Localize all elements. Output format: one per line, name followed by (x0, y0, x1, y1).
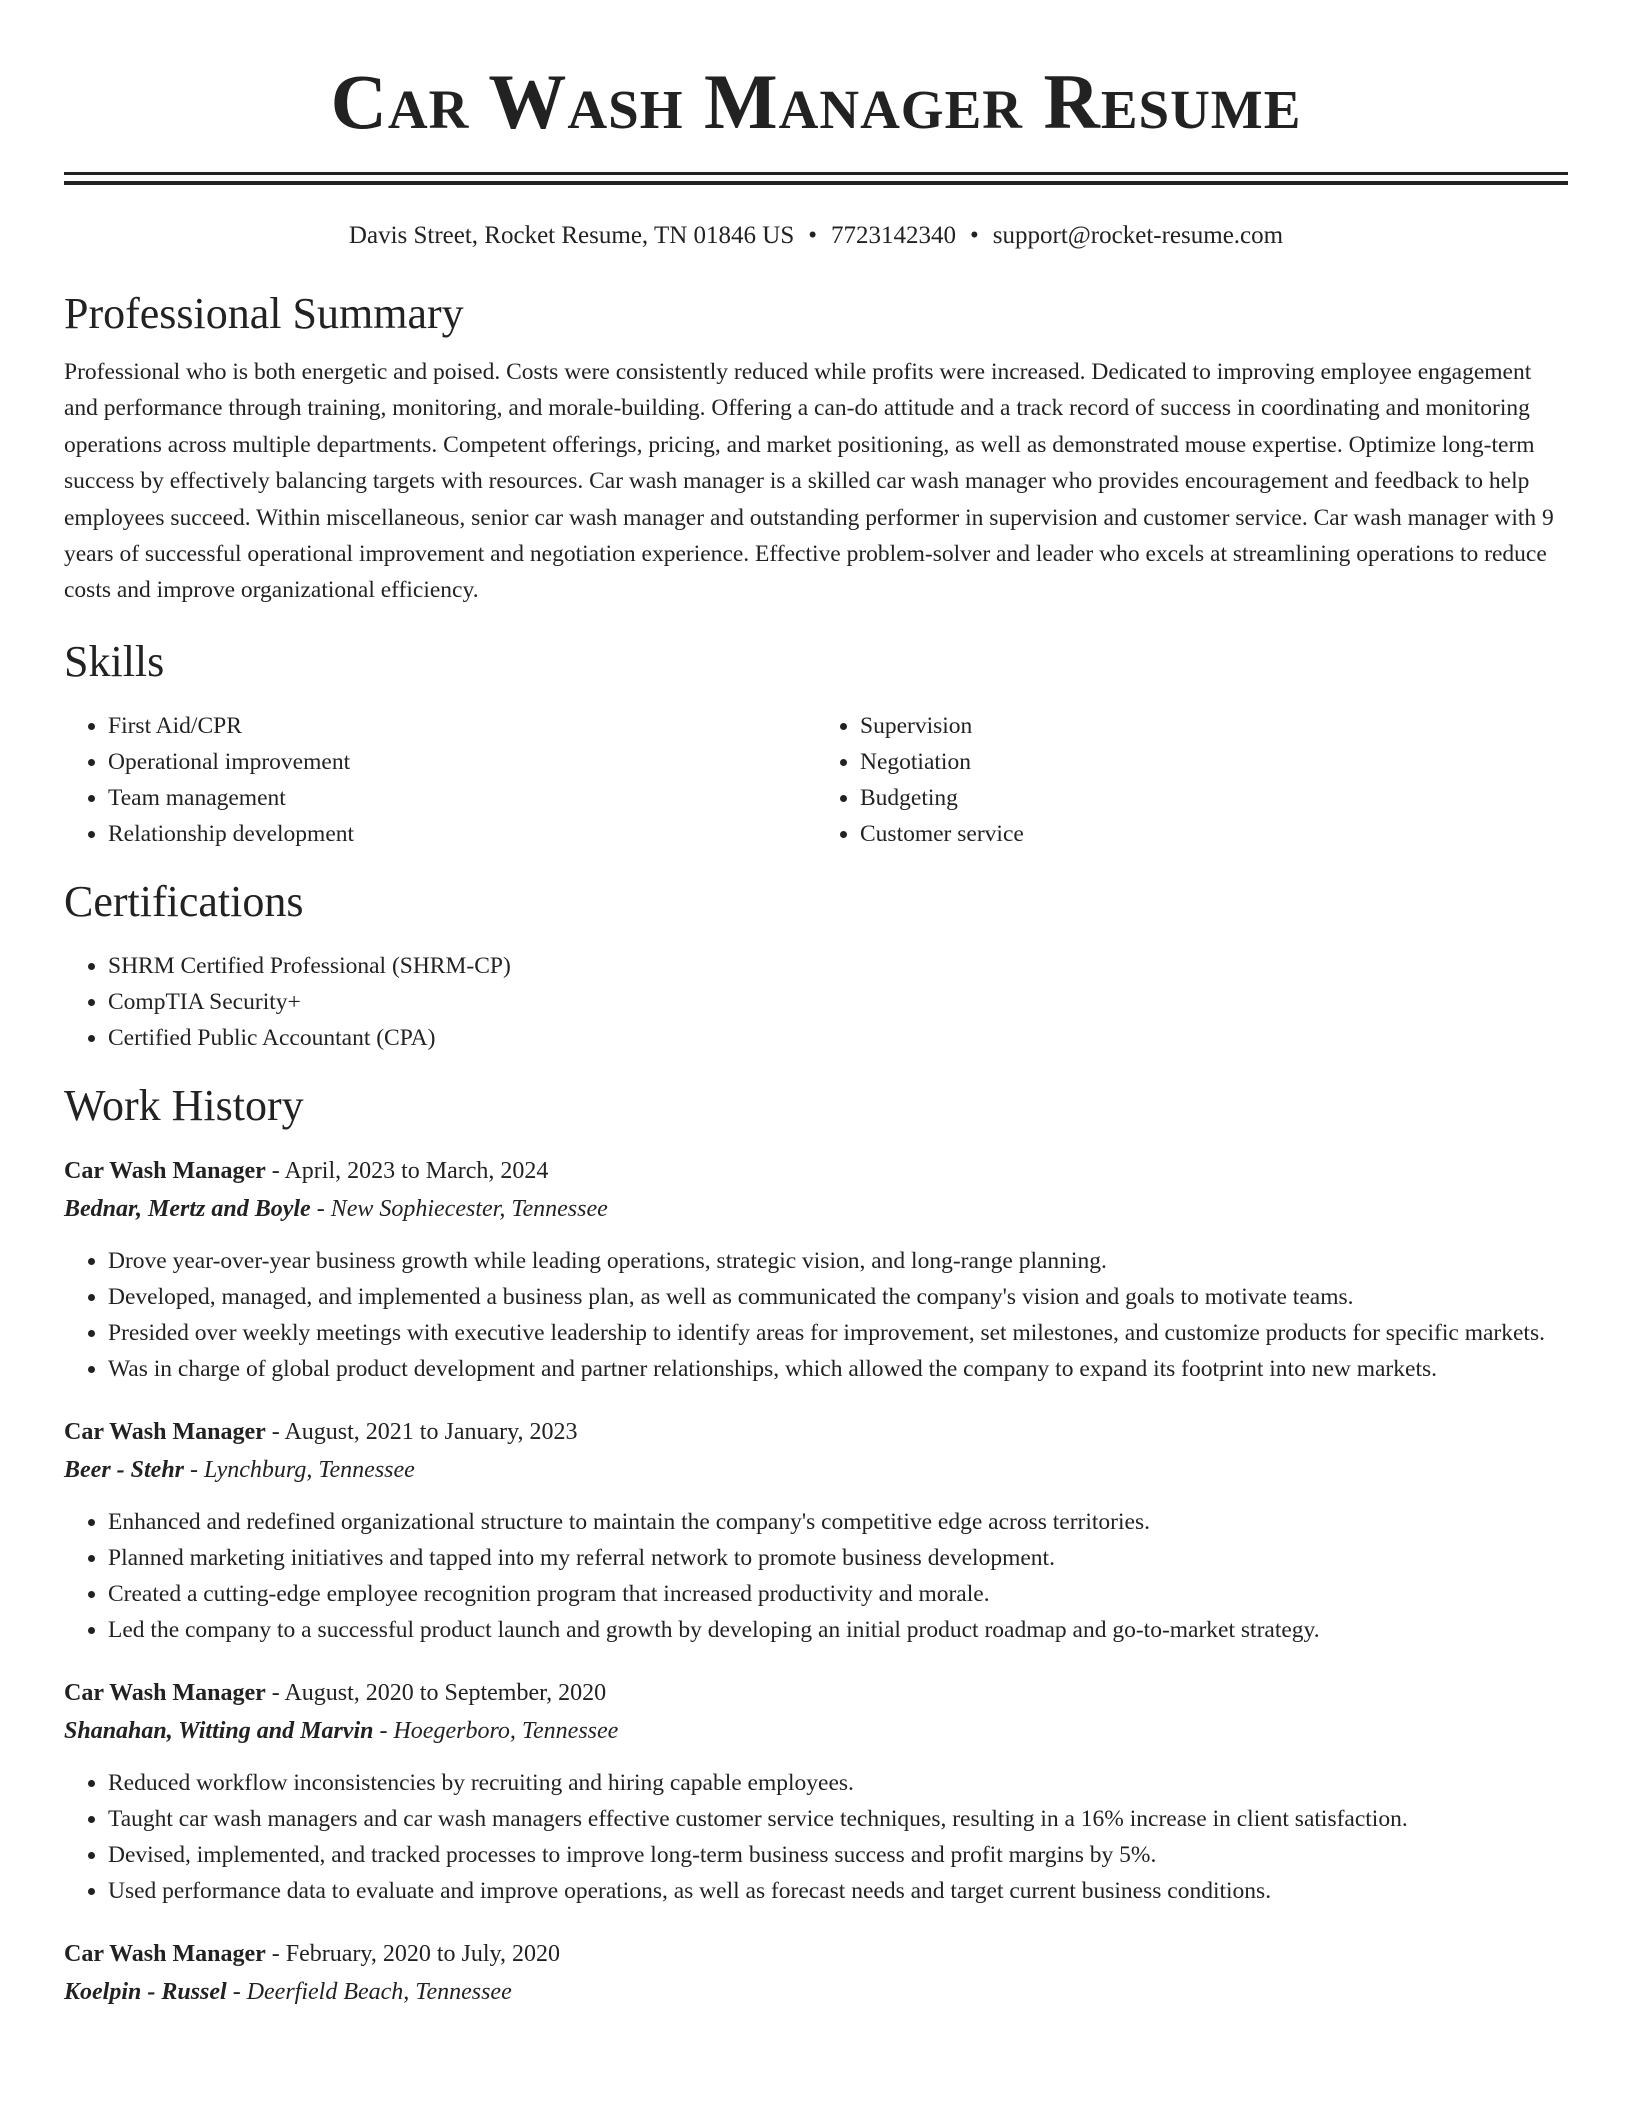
job-title: Car Wash Manager (64, 1679, 266, 1706)
job-entry (64, 1674, 1568, 1909)
job-bullet: • Taught car wash managers and car wash managers effective customer service techniques, resulting in a 16% increase in client satisfaction. (108, 1801, 1568, 1837)
company-name: Koelpin - Russel (64, 1978, 227, 2005)
page-title: Car Wash Manager Resume (330, 58, 1302, 145)
job-bullet: • Drove year-over-year business growth while leading operations, strategic vision, and long-range planning. (108, 1243, 1568, 1279)
job-title: Car Wash Manager (64, 1418, 266, 1445)
skill-item: • Customer service (860, 816, 1568, 852)
job-entry (64, 1152, 1568, 1387)
job-bullet: • Used performance data to evaluate and improve operations, as well as forecast needs and target current business conditions. (108, 1873, 1568, 1909)
job-title: Car Wash Manager (64, 1157, 266, 1184)
company-line (64, 1451, 1568, 1489)
contact-line (64, 220, 1568, 252)
certification-item: • CompTIA Security+ (108, 984, 1568, 1020)
job-dates: - August, 2020 to September, 2020 (265, 1679, 607, 1706)
contact-address: Davis Street, Rocket Resume, TN 01846 US (348, 222, 795, 249)
skill-item: • First Aid/CPR (108, 708, 816, 744)
work-history-heading: Work History (64, 1080, 304, 1130)
job-bullet: • Devised, implemented, and tracked processes to improve long-term business success and profit margins by 5%. (108, 1837, 1568, 1873)
job-dates: - April, 2023 to March, 2024 (265, 1157, 549, 1184)
skills-list-left (64, 708, 816, 852)
company-location: - Hoegerboro, Tennessee (373, 1717, 619, 1744)
title-divider-top (64, 172, 1568, 175)
contact-phone: 7723142340 (831, 222, 957, 249)
company-name: Beer - Stehr (64, 1456, 184, 1483)
certification-item: • SHRM Certified Professional (SHRM-CP) (108, 948, 1568, 984)
certifications-list (64, 948, 1568, 1056)
contact-separator: • (970, 222, 979, 249)
certifications-heading: Certifications (64, 876, 304, 926)
company-line (64, 1973, 1568, 2011)
job-bullet: • Created a cutting-edge employee recognition program that increased productivity and morale. (108, 1576, 1568, 1612)
skill-item: • Operational improvement (108, 744, 816, 780)
skill-item: • Relationship development (108, 816, 816, 852)
skills-list-right (816, 708, 1568, 852)
skill-item: • Budgeting (860, 780, 1568, 816)
skills-heading: Skills (64, 636, 165, 686)
contact-email: support@rocket-resume.com (992, 222, 1284, 249)
job-title-line (64, 1413, 1568, 1451)
summary-heading: Professional Summary (64, 289, 464, 338)
job-bullet: • Enhanced and redefined organizational structure to maintain the company's competitive edge across territories. (108, 1504, 1568, 1540)
job-bullet: • Developed, managed, and implemented a business plan, as well as communicated the company's vision and goals to motivate teams. (108, 1279, 1568, 1315)
skill-item: • Negotiation (860, 744, 1568, 780)
contact-separator: • (808, 222, 818, 249)
job-bullet: • Planned marketing initiatives and tapped into my referral network to promote business development. (108, 1540, 1568, 1576)
job-entry (64, 1935, 1568, 2011)
company-line (64, 1190, 1568, 1228)
summary-text: Professional who is both energetic and poised. Costs were consistently reduced while profits were increased. Dedicated to improving employee engagement and performance through training, monitoring, and morale-building. Offering a can-do attitude and a track record of success in coordinating and monitoring operations across multiple departments. Competent offerings, pricing, and market positioning, as well as demonstrated mouse expertise. Optimize long-term success by effectively balancing targets with resources. Car wash manager is a skilled car wash manager who provides encouragement and feedback to help employees succeed. Within miscellaneous, senior car wash manager and outstanding performer in supervision and customer service. Car wash manager with 9 years of successful operational improvement and negotiation experience. Effective problem-solver and leader who excels at streamlining operations to reduce costs and improve organizational efficiency. (64, 359, 1554, 604)
job-bullet-list (64, 1765, 1568, 1909)
job-dates: - February, 2020 to July, 2020 (265, 1940, 560, 1967)
skills-grid (64, 708, 1568, 852)
company-location: - Lynchburg, Tennessee (184, 1456, 415, 1483)
job-title-line (64, 1152, 1568, 1190)
company-name: Bednar, Mertz and Boyle (64, 1195, 311, 1222)
job-bullet-list (64, 1504, 1568, 1648)
company-location: - New Sophiecester, Tennessee (310, 1195, 608, 1222)
job-title-line (64, 1674, 1568, 1712)
company-line (64, 1712, 1568, 1750)
job-title-line (64, 1935, 1568, 1973)
job-title: Car Wash Manager (64, 1940, 266, 1967)
job-bullet: • Was in charge of global product development and partner relationships, which allowed the company to expand its footprint into new markets. (108, 1351, 1568, 1387)
skill-item: • Team management (108, 780, 816, 816)
job-bullet-list (64, 1243, 1568, 1387)
company-location: - Deerfield Beach, Tennessee (226, 1978, 512, 2005)
job-dates: - August, 2021 to January, 2023 (265, 1418, 578, 1445)
job-bullet: • Led the company to a successful product launch and growth by developing an initial product roadmap and go-to-market strategy. (108, 1612, 1568, 1648)
skill-item: • Supervision (860, 708, 1568, 744)
job-bullet: • Reduced workflow inconsistencies by recruiting and hiring capable employees. (108, 1765, 1568, 1801)
job-entry (64, 1413, 1568, 1648)
company-name: Shanahan, Witting and Marvin (64, 1717, 374, 1744)
certification-item: • Certified Public Accountant (CPA) (108, 1020, 1568, 1056)
job-bullet: • Presided over weekly meetings with executive leadership to identify areas for improvement, set milestones, and customize products for specific markets. (108, 1315, 1568, 1351)
title-divider-bottom (64, 181, 1568, 185)
